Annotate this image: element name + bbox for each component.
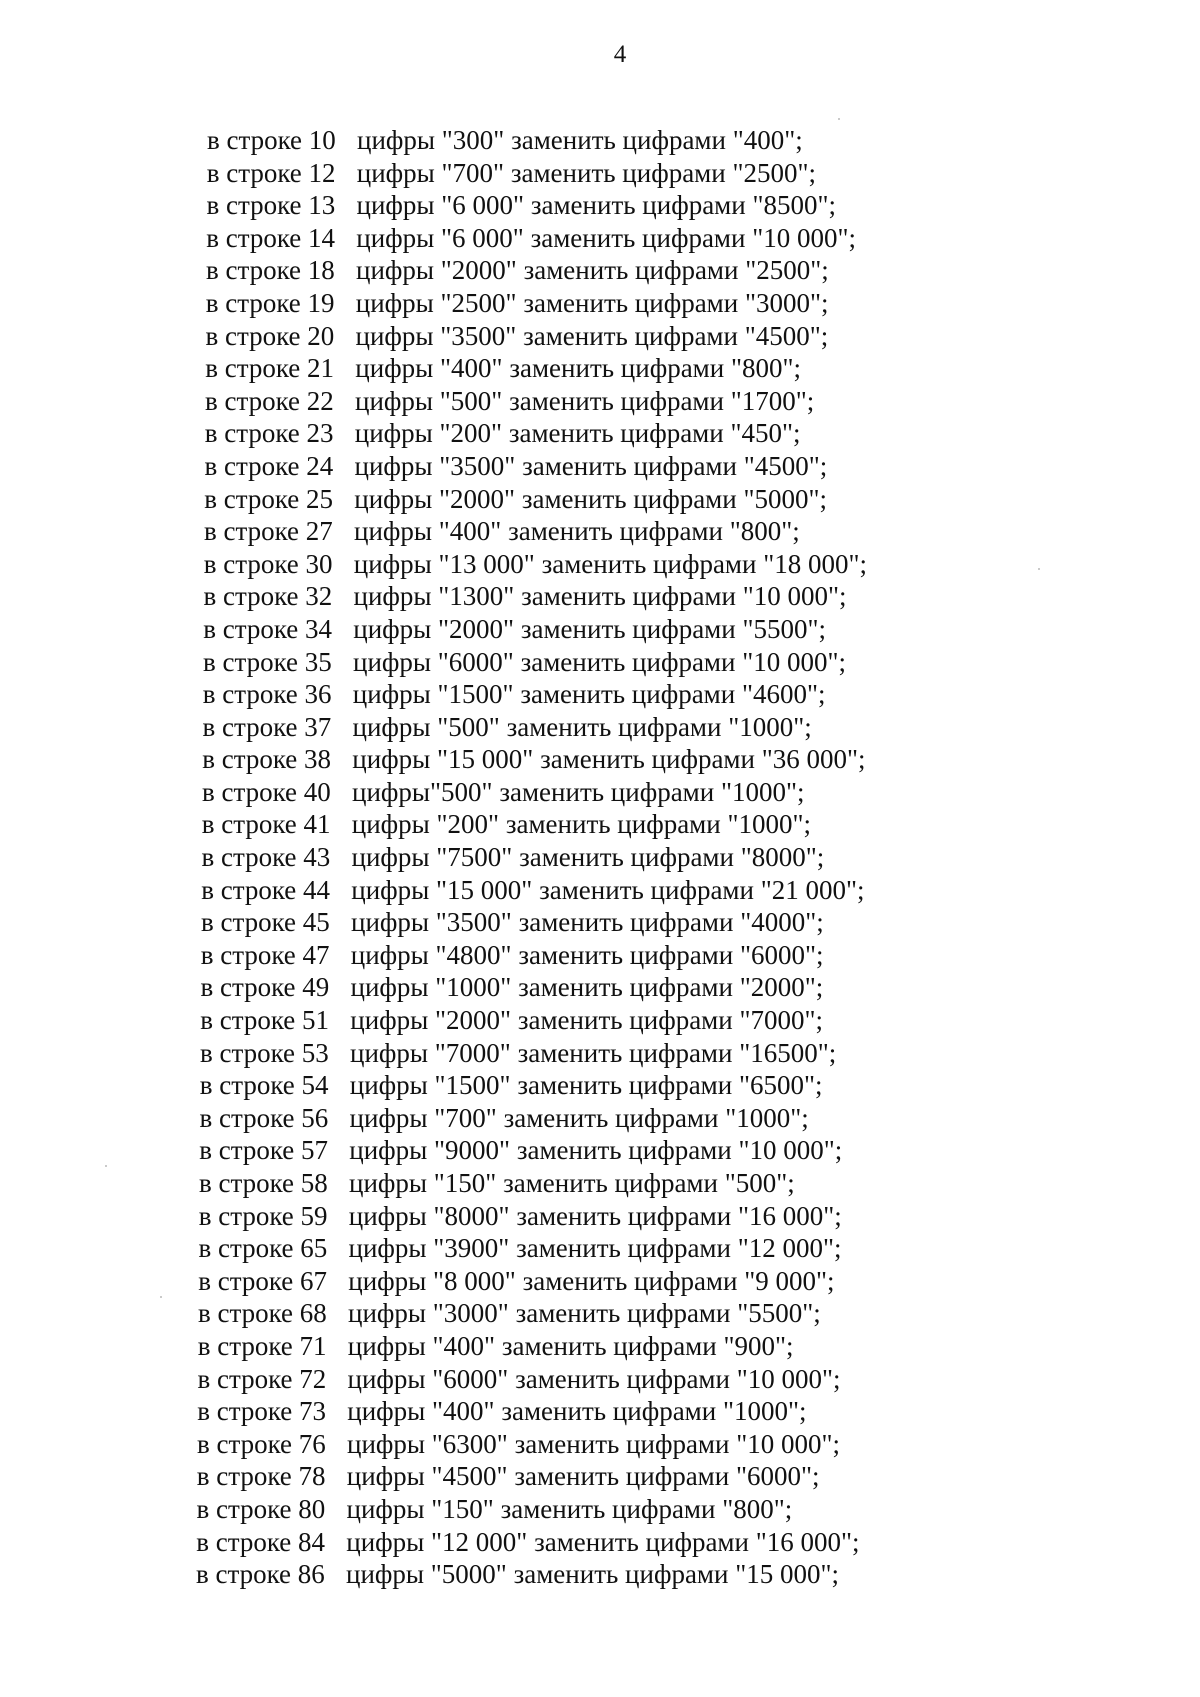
replacement-text: цифры "1500" заменить цифрами "6500"; xyxy=(349,1070,823,1101)
replacement-text: цифры "2000" заменить цифрами "7000"; xyxy=(350,1005,824,1036)
amendment-line xyxy=(0,1558,1200,1591)
amendment-line xyxy=(0,1167,1200,1200)
replacement-text: цифры "400" заменить цифрами "900"; xyxy=(347,1330,794,1361)
amendment-line xyxy=(0,1395,1200,1428)
replacement-text: цифры "700" заменить цифрами "2500"; xyxy=(356,157,817,188)
replacement-text: цифры "7500" заменить цифрами "8000"; xyxy=(351,842,825,873)
amendment-line xyxy=(0,1265,1200,1298)
line-reference: в строке 53 xyxy=(200,1037,329,1068)
amendment-line xyxy=(0,1526,1200,1559)
page-number: 4 xyxy=(613,41,627,68)
amendment-line xyxy=(0,320,1200,353)
replacement-text: цифры "400" заменить цифрами "800"; xyxy=(355,353,802,384)
amendment-line xyxy=(0,287,1200,320)
line-reference: в строке 51 xyxy=(200,1005,330,1036)
replacement-text: цифры "2000" заменить цифрами "5000"; xyxy=(354,483,828,514)
replacement-text: цифры "9000" заменить цифрами "10 000"; xyxy=(349,1135,843,1166)
line-reference: в строке 24 xyxy=(204,450,334,481)
replacement-text: цифры "7000" заменить цифрами "16500"; xyxy=(350,1037,837,1068)
replacement-text: цифры "1500" заменить цифрами "4600"; xyxy=(352,679,826,710)
line-reference: в строке 58 xyxy=(199,1168,328,1198)
line-reference: в строке 13 xyxy=(206,190,336,221)
amendment-line xyxy=(0,711,1200,744)
replacement-text: цифры "400" заменить цифрами "800"; xyxy=(354,516,800,547)
replacement-text: цифры "1000" заменить цифрами "2000"; xyxy=(350,972,824,1003)
replacement-text: цифры "3500" заменить цифрами "4000"; xyxy=(351,907,824,938)
line-reference: в строке 30 xyxy=(203,548,333,579)
line-reference: в строке 47 xyxy=(200,939,330,970)
line-reference: в строке 43 xyxy=(201,842,331,873)
replacement-text: цифры "3500" заменить цифрами "4500"; xyxy=(355,320,829,351)
line-reference: в строке 44 xyxy=(201,874,331,905)
line-reference: в строке 45 xyxy=(201,907,330,938)
replacement-text: цифры "400" заменить цифрами "1000"; xyxy=(347,1396,807,1427)
replacement-text: цифры "3000" заменить цифрами "5500"; xyxy=(348,1298,821,1329)
amendment-line xyxy=(0,580,1200,613)
amendment-line xyxy=(0,352,1200,385)
replacement-text: цифры "1300" заменить цифрами "10 000"; xyxy=(353,581,847,612)
amendment-line xyxy=(0,841,1200,874)
line-reference: в строке 65 xyxy=(198,1233,328,1264)
line-reference: в строке 25 xyxy=(204,483,334,514)
amendment-line xyxy=(0,1363,1200,1396)
line-reference: в строке 12 xyxy=(206,157,336,188)
line-reference: в строке 37 xyxy=(202,711,332,742)
replacement-text: цифры "13 000" заменить цифрами "18 000"; xyxy=(353,548,868,579)
line-reference: в строке 22 xyxy=(205,385,334,416)
amendment-line xyxy=(0,613,1200,646)
line-reference: в строке 72 xyxy=(197,1363,327,1394)
amendment-line xyxy=(0,548,1200,581)
amendment-line xyxy=(0,906,1200,939)
line-reference: в строке 36 xyxy=(202,679,332,710)
line-reference: в строке 56 xyxy=(199,1102,329,1133)
scan-speck xyxy=(105,1165,107,1167)
replacement-text: цифры "15 000" заменить цифрами "21 000"; xyxy=(351,874,865,905)
replacement-text: цифры "6000" заменить цифрами "10 000"; xyxy=(347,1363,841,1394)
replacement-text: цифры "4500" заменить цифрами "6000"; xyxy=(346,1461,820,1492)
line-reference: в строке 34 xyxy=(203,613,333,644)
amendment-line xyxy=(0,254,1200,287)
line-reference: в строке 49 xyxy=(200,972,330,1003)
line-reference: в строке 27 xyxy=(204,516,333,547)
line-reference: в строке 86 xyxy=(196,1559,325,1590)
replacement-text: цифры "8000" заменить цифрами "16 000"; xyxy=(348,1200,842,1231)
line-reference: в строке 14 xyxy=(206,222,336,253)
line-reference: в строке 59 xyxy=(198,1200,328,1231)
line-reference: в строке 54 xyxy=(199,1070,329,1101)
replacement-text: цифры "5000" заменить цифрами "15 000"; xyxy=(346,1559,840,1590)
line-reference: в строке 73 xyxy=(197,1396,327,1427)
replacement-text: цифры "2500" заменить цифрами "3000"; xyxy=(355,287,829,318)
amendment-line xyxy=(0,971,1200,1004)
amendment-line xyxy=(0,646,1200,679)
replacement-text: цифры "500" заменить цифрами "1000"; xyxy=(352,711,812,742)
replacement-text: цифры "150" заменить цифрами "800"; xyxy=(346,1493,793,1524)
amendment-line xyxy=(0,1493,1200,1526)
replacement-text: цифры "3500" заменить цифрами "4500"; xyxy=(354,450,828,481)
replacement-text: цифры "6000" заменить цифрами "10 000"; xyxy=(353,646,847,677)
amendment-line xyxy=(0,124,1200,157)
amendment-line xyxy=(0,743,1200,776)
amendment-line xyxy=(0,1102,1200,1135)
replacement-text: цифры "150" заменить цифрами "500"; xyxy=(349,1168,795,1198)
amendment-line xyxy=(0,515,1200,548)
amendment-line xyxy=(0,1428,1200,1461)
scan-speck xyxy=(838,118,840,120)
line-reference: в строке 41 xyxy=(201,809,331,840)
replacement-text: цифры "12 000" заменить цифрами "16 000"; xyxy=(346,1526,860,1557)
replacement-text: цифры "700" заменить цифрами "1000"; xyxy=(349,1102,809,1133)
amendment-line xyxy=(0,1069,1200,1102)
amendment-line xyxy=(0,1330,1200,1363)
amendment-line xyxy=(0,450,1200,483)
amendment-line xyxy=(0,385,1200,418)
line-reference: в строке 76 xyxy=(197,1428,326,1459)
replacement-text: цифры "2000" заменить цифрами "5500"; xyxy=(353,613,827,644)
line-reference: в строке 18 xyxy=(206,255,335,286)
line-reference: в строке 32 xyxy=(203,581,333,612)
line-reference: в строке 67 xyxy=(198,1265,328,1296)
line-reference: в строке 57 xyxy=(199,1135,329,1166)
amendment-line xyxy=(0,417,1200,450)
amendment-line xyxy=(0,776,1200,809)
line-reference: в строке 71 xyxy=(197,1330,327,1361)
replacement-text: цифры "300" заменить цифрами "400"; xyxy=(357,125,803,155)
line-reference: в строке 35 xyxy=(203,646,332,677)
amendment-line xyxy=(0,1004,1200,1037)
line-reference: в строке 78 xyxy=(196,1461,326,1492)
replacement-text: цифры "500" заменить цифрами "1700"; xyxy=(355,385,815,416)
replacement-text: цифры "8 000" заменить цифрами "9 000"; xyxy=(348,1265,835,1296)
amendment-line xyxy=(0,1232,1200,1265)
line-reference: в строке 20 xyxy=(205,320,335,351)
amendment-line xyxy=(0,157,1200,190)
amendment-line xyxy=(0,189,1200,222)
amendment-line xyxy=(0,874,1200,907)
amendment-line xyxy=(0,808,1200,841)
replacement-text: цифры "6 000" заменить цифрами "10 000"; xyxy=(356,222,857,253)
line-reference: в строке 84 xyxy=(196,1526,326,1557)
line-reference: в строке 80 xyxy=(196,1493,326,1524)
amendment-line xyxy=(0,678,1200,711)
amendment-line xyxy=(0,1297,1200,1330)
amendment-line xyxy=(0,939,1200,972)
scan-speck xyxy=(1038,568,1040,570)
line-reference: в строке 38 xyxy=(202,744,332,775)
line-reference: в строке 21 xyxy=(205,353,335,384)
replacement-text: цифры "3900" заменить цифрами "12 000"; xyxy=(348,1233,842,1264)
replacement-text: цифры"500" заменить цифрами "1000"; xyxy=(352,776,805,807)
replacement-text: цифры "200" заменить цифрами "1000"; xyxy=(351,809,812,840)
line-reference: в строке 19 xyxy=(205,287,335,318)
replacement-text: цифры "4800" заменить цифрами "6000"; xyxy=(350,939,824,970)
line-reference: в строке 10 xyxy=(207,125,336,155)
replacement-text: цифры "200" заменить цифрами "450"; xyxy=(354,418,801,449)
amendment-line xyxy=(0,222,1200,255)
line-reference: в строке 68 xyxy=(198,1298,327,1329)
line-reference: в строке 23 xyxy=(204,418,334,449)
replacement-text: цифры "6 000" заменить цифрами "8500"; xyxy=(356,190,837,221)
amendment-line xyxy=(0,1134,1200,1167)
amendment-list xyxy=(0,124,1200,1591)
line-reference: в строке 40 xyxy=(202,776,331,807)
scan-speck xyxy=(160,1296,162,1298)
amendment-line xyxy=(0,1460,1200,1493)
replacement-text: цифры "2000" заменить цифрами "2500"; xyxy=(356,255,829,286)
amendment-line xyxy=(0,1200,1200,1233)
replacement-text: цифры "6300" заменить цифрами "10 000"; xyxy=(347,1428,841,1459)
amendment-line xyxy=(0,483,1200,516)
replacement-text: цифры "15 000" заменить цифрами "36 000"; xyxy=(352,744,866,775)
amendment-line xyxy=(0,1037,1200,1070)
